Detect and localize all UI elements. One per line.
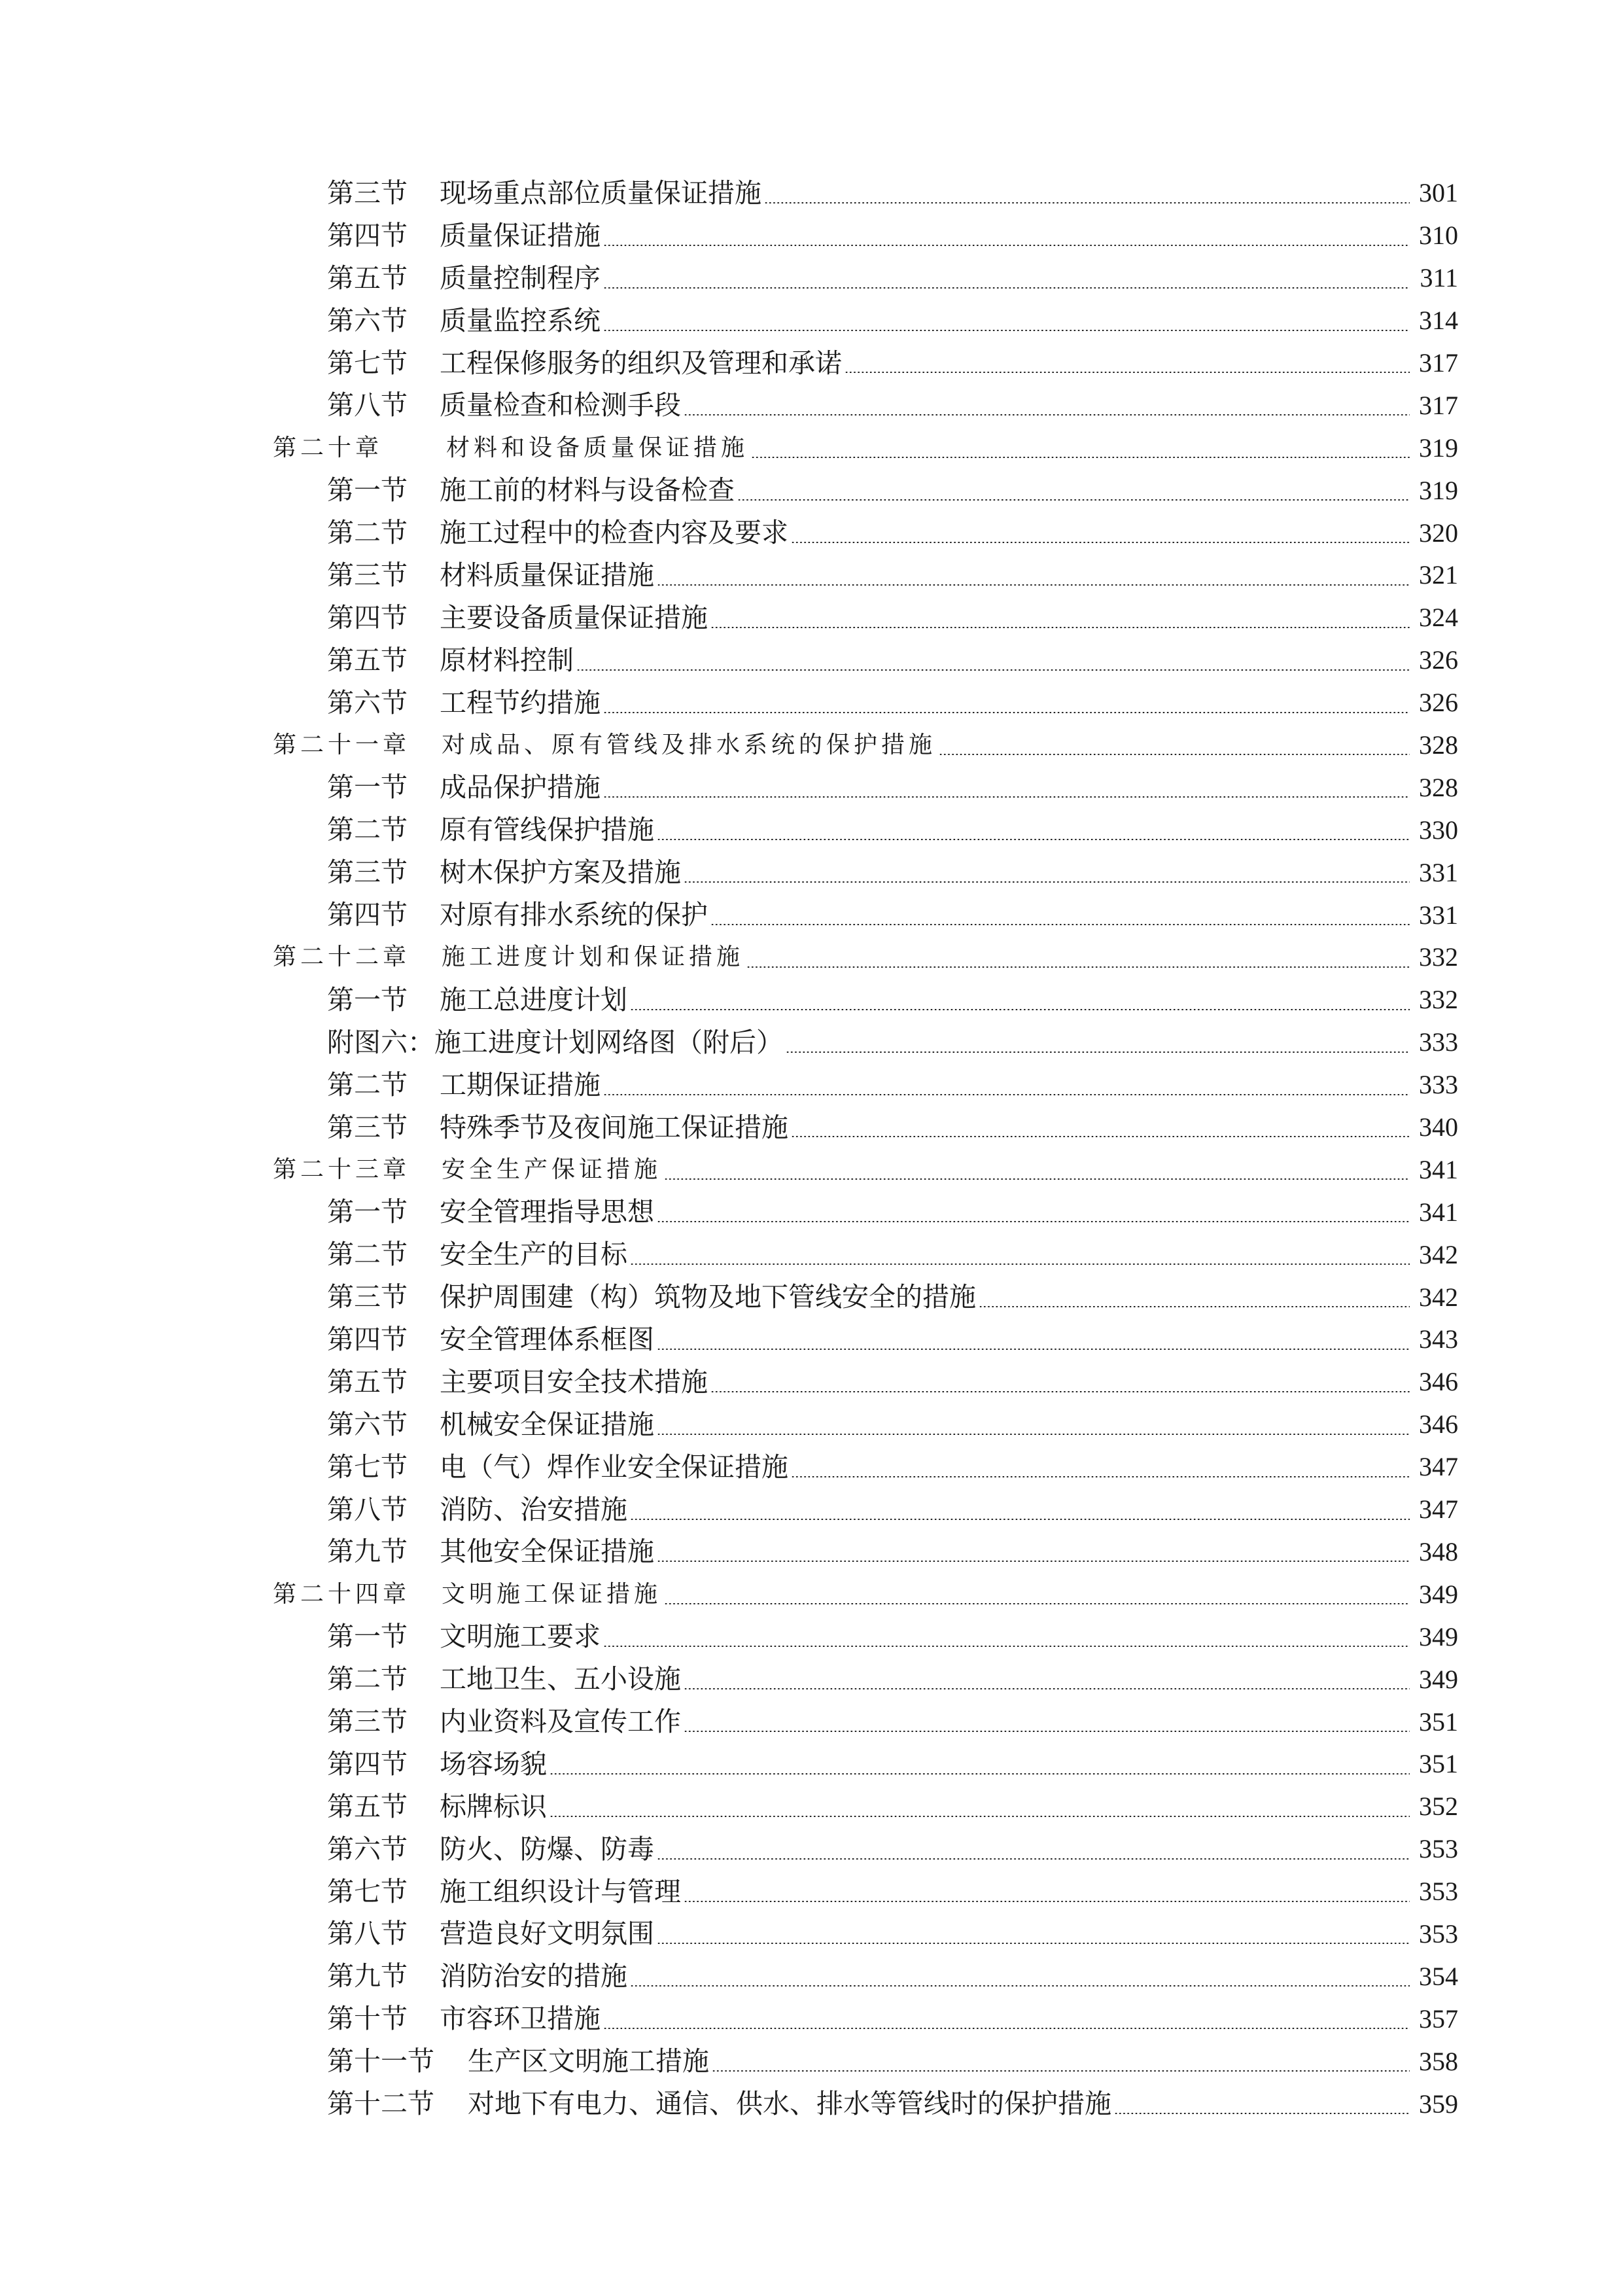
toc-entry-title: 材料和设备质量保证措施	[446, 434, 749, 461]
toc-section-entry[interactable]	[0, 639, 1623, 682]
toc-section-entry[interactable]	[0, 1828, 1623, 1871]
toc-entry-number: 第二十二章	[273, 944, 411, 971]
toc-entry-number: 第三节	[327, 857, 408, 889]
toc-section-entry[interactable]	[0, 809, 1623, 851]
dot-leader	[550, 1773, 1410, 1775]
toc-entry-number: 第二节	[327, 1663, 408, 1695]
toc-entry-number: 第一节	[327, 771, 408, 804]
dot-leader	[603, 1094, 1410, 1095]
toc-entry-title: 安全生产保证措施	[442, 1156, 662, 1183]
toc-entry-number: 第六节	[327, 686, 408, 718]
toc-section-entry[interactable]	[0, 469, 1623, 512]
toc-entry-page-number: 333	[1419, 1027, 1458, 1057]
toc-entry-page-number: 346	[1419, 1367, 1458, 1397]
dot-leader	[657, 584, 1410, 586]
dot-leader	[603, 796, 1410, 798]
toc-entry-number: 第四节	[327, 219, 408, 251]
toc-entry-number: 第九节	[327, 1960, 408, 1992]
toc-entry-number: 第十二节	[327, 2088, 434, 2120]
toc-entry-page-number: 347	[1419, 1494, 1458, 1525]
toc-entry-title: 原材料控制	[440, 644, 574, 676]
toc-entry-number: 第四节	[327, 601, 408, 633]
toc-entry-page-number: 328	[1419, 772, 1458, 802]
toc-entry-number: 第六节	[327, 1833, 408, 1865]
toc-entry-page-number: 349	[1419, 1579, 1458, 1609]
toc-entry-number: 第十一节	[327, 2045, 434, 2077]
toc-section-entry[interactable]	[0, 1191, 1623, 1233]
toc-entry-title: 施工总进度计划	[440, 983, 627, 1016]
toc-chapter-entry[interactable]	[0, 1148, 1623, 1191]
toc-entry-number: 第二十章	[273, 434, 383, 461]
toc-entry-number: 第一节	[327, 983, 408, 1016]
toc-section-entry[interactable]	[0, 1998, 1623, 2040]
toc-entry-page-number: 321	[1419, 560, 1458, 590]
dot-leader	[710, 1391, 1410, 1392]
toc-section-entry[interactable]	[0, 1064, 1623, 1106]
dot-leader	[791, 542, 1410, 543]
dot-leader	[603, 287, 1410, 289]
toc-entry-page-number: 326	[1419, 688, 1458, 718]
toc-entry-number: 第一节	[327, 1196, 408, 1228]
toc-entry-number: 第一节	[327, 474, 408, 506]
dot-leader	[664, 1603, 1410, 1604]
dot-leader	[664, 1178, 1410, 1180]
toc-entry-title: 内业资料及宣传工作	[440, 1706, 681, 1737]
toc-section-entry[interactable]	[0, 2083, 1623, 2125]
table-of-contents	[0, 172, 1623, 2125]
toc-entry-title: 施工过程中的检查内容及要求	[440, 517, 788, 549]
dot-leader	[657, 1221, 1410, 1222]
toc-entry-number: 第二十一章	[273, 732, 411, 759]
toc-entry-page-number: 311	[1420, 263, 1458, 293]
toc-entry-number: 第三节	[327, 1111, 408, 1143]
toc-section-entry[interactable]	[0, 384, 1623, 427]
toc-entry-title: 工地卫生、五小设施	[440, 1663, 681, 1695]
toc-entry-number: 第四节	[327, 1748, 408, 1780]
toc-entry-title: 树木保护方案及措施	[440, 857, 681, 889]
toc-entry-title: 市容环卫措施	[440, 2003, 601, 2035]
toc-section-entry[interactable]	[0, 2040, 1623, 2083]
toc-entry-page-number: 349	[1419, 1664, 1458, 1694]
dot-leader	[791, 1136, 1410, 1137]
toc-section-entry[interactable]	[0, 1871, 1623, 1913]
dot-leader	[939, 754, 1410, 755]
toc-entry-page-number: 314	[1419, 306, 1458, 336]
toc-chapter-entry[interactable]	[0, 427, 1623, 469]
toc-section-entry[interactable]	[0, 1489, 1623, 1531]
toc-entry-page-number: 351	[1419, 1706, 1458, 1737]
dot-leader	[603, 330, 1410, 331]
toc-section-entry[interactable]	[0, 1021, 1623, 1064]
toc-entry-title: 质量控制程序	[440, 262, 601, 294]
toc-entry-title: 消防、治安措施	[440, 1493, 627, 1525]
toc-entry-title: 质量检查和检测手段	[440, 389, 681, 421]
toc-entry-number: 第五节	[327, 644, 408, 676]
toc-entry-title: 工程保修服务的组织及管理和承诺	[440, 347, 842, 379]
toc-section-entry[interactable]	[0, 300, 1623, 342]
toc-entry-page-number: 359	[1419, 2089, 1458, 2119]
toc-entry-page-number: 341	[1419, 1197, 1458, 1227]
dot-leader	[710, 924, 1410, 925]
toc-entry-number: 第七节	[327, 1875, 408, 1907]
toc-chapter-entry[interactable]	[0, 1573, 1623, 1616]
toc-entry-number: 第一节	[327, 1621, 408, 1653]
toc-entry-number: 第二节	[327, 814, 408, 846]
toc-entry-title: 主要设备质量保证措施	[440, 601, 708, 633]
toc-section-entry[interactable]	[0, 1446, 1623, 1489]
dot-leader	[845, 372, 1410, 373]
toc-entry-page-number: 340	[1419, 1112, 1458, 1142]
toc-entry-number: 第三节	[327, 177, 408, 209]
toc-entry-title: 消防治安的措施	[440, 1960, 627, 1992]
toc-entry-page-number: 301	[1419, 178, 1458, 208]
dot-leader	[684, 1731, 1410, 1732]
toc-entry-page-number: 332	[1419, 985, 1458, 1015]
toc-entry-title: 安全管理体系框图	[440, 1323, 654, 1355]
dot-leader	[746, 966, 1410, 968]
toc-entry-number: 第五节	[327, 262, 408, 294]
toc-entry-page-number: 342	[1419, 1282, 1458, 1312]
toc-section-entry[interactable]	[0, 979, 1623, 1021]
toc-entry-page-number: 328	[1419, 730, 1458, 760]
toc-entry-title: 场容场貌	[440, 1748, 547, 1780]
dot-leader	[657, 1561, 1410, 1562]
toc-entry-page-number: 320	[1419, 518, 1458, 548]
dot-leader	[737, 499, 1410, 501]
toc-entry-page-number: 317	[1419, 390, 1458, 420]
dot-leader	[764, 202, 1410, 203]
toc-section-entry[interactable]	[0, 512, 1623, 554]
toc-entry-number: 第二节	[327, 517, 408, 549]
toc-section-entry[interactable]	[0, 172, 1623, 215]
dot-leader	[657, 1349, 1410, 1350]
toc-section-entry[interactable]	[0, 257, 1623, 300]
dot-leader	[657, 1858, 1410, 1860]
toc-entry-number: 附图六：	[327, 1026, 434, 1058]
toc-entry-number: 第五节	[327, 1790, 408, 1822]
dot-leader	[1114, 2113, 1410, 2114]
dot-leader	[630, 1985, 1410, 1987]
toc-entry-title: 对成品、原有管线及排水系统的保护措施	[442, 732, 937, 759]
toc-entry-page-number: 349	[1419, 1621, 1458, 1651]
dot-leader	[710, 627, 1410, 628]
toc-section-entry[interactable]	[0, 1233, 1623, 1276]
toc-entry-title: 现场重点部位质量保证措施	[440, 177, 761, 209]
toc-section-entry[interactable]	[0, 766, 1623, 809]
toc-entry-title: 施工前的材料与设备检查	[440, 474, 735, 506]
dot-leader	[657, 839, 1410, 840]
toc-section-entry[interactable]	[0, 597, 1623, 639]
toc-entry-page-number: 354	[1419, 1961, 1458, 1991]
toc-section-entry[interactable]	[0, 1318, 1623, 1361]
toc-entry-page-number: 310	[1419, 221, 1458, 251]
toc-entry-title: 原有管线保护措施	[440, 814, 654, 846]
toc-entry-title: 质量保证措施	[440, 219, 601, 251]
toc-section-entry[interactable]	[0, 1276, 1623, 1318]
toc-entry-number: 第二节	[327, 1239, 408, 1271]
toc-entry-title: 电（气）焊作业安全保证措施	[440, 1451, 788, 1483]
dot-leader	[576, 669, 1410, 671]
toc-entry-page-number: 331	[1419, 900, 1458, 930]
toc-chapter-entry[interactable]	[0, 936, 1623, 979]
toc-entry-title: 对原有排水系统的保护	[440, 899, 708, 931]
toc-entry-number: 第二十三章	[273, 1156, 411, 1183]
toc-entry-page-number: 341	[1419, 1154, 1458, 1184]
dot-leader	[603, 1646, 1410, 1647]
toc-entry-number: 第十节	[327, 2003, 408, 2035]
toc-entry-title: 施工组织设计与管理	[440, 1875, 681, 1907]
dot-leader	[657, 1434, 1410, 1435]
dot-leader	[979, 1306, 1410, 1307]
toc-entry-title: 标牌标识	[440, 1790, 547, 1822]
toc-entry-page-number: 319	[1419, 433, 1458, 463]
dot-leader	[630, 1263, 1410, 1265]
toc-chapter-entry[interactable]	[0, 724, 1623, 767]
toc-section-entry[interactable]	[0, 1361, 1623, 1404]
dot-leader	[712, 2070, 1410, 2072]
toc-section-entry[interactable]	[0, 554, 1623, 597]
toc-entry-title: 保护周围建（构）筑物及地下管线安全的措施	[440, 1281, 976, 1313]
dot-leader	[630, 1009, 1410, 1010]
toc-entry-title: 生产区文明施工措施	[468, 2045, 709, 2077]
toc-entry-title: 营造良好文明氛围	[440, 1918, 654, 1950]
toc-entry-number: 第三节	[327, 1281, 408, 1313]
dot-leader	[603, 712, 1410, 713]
toc-entry-page-number: 324	[1419, 603, 1458, 633]
toc-entry-title: 特殊季节及夜间施工保证措施	[440, 1111, 788, 1143]
dot-leader	[603, 2028, 1410, 2029]
toc-entry-title: 安全生产的目标	[440, 1239, 627, 1271]
toc-entry-page-number: 348	[1419, 1536, 1458, 1566]
toc-section-entry[interactable]	[0, 1658, 1623, 1701]
toc-entry-number: 第四节	[327, 899, 408, 931]
dot-leader	[751, 457, 1410, 458]
toc-entry-number: 第六节	[327, 304, 408, 336]
dot-leader	[550, 1816, 1410, 1817]
toc-entry-page-number: 352	[1419, 1792, 1458, 1822]
toc-entry-title: 其他安全保证措施	[440, 1536, 654, 1568]
toc-entry-number: 第八节	[327, 1493, 408, 1525]
toc-entry-title: 主要项目安全技术措施	[440, 1366, 708, 1398]
toc-entry-title: 成品保护措施	[440, 771, 601, 804]
toc-entry-title: 工程节约措施	[440, 686, 601, 718]
toc-entry-title: 施工进度计划和保证措施	[442, 944, 744, 971]
toc-entry-title: 防火、防爆、防毒	[440, 1833, 654, 1865]
toc-entry-page-number: 319	[1419, 475, 1458, 505]
toc-entry-number: 第五节	[327, 1366, 408, 1398]
toc-section-entry[interactable]	[0, 1743, 1623, 1786]
toc-entry-page-number: 353	[1419, 1834, 1458, 1864]
toc-entry-title: 对地下有电力、通信、供水、排水等管线时的保护措施	[468, 2088, 1111, 2120]
dot-leader	[684, 1901, 1410, 1902]
toc-section-entry[interactable]	[0, 851, 1623, 894]
dot-leader	[603, 245, 1410, 246]
toc-entry-page-number: 331	[1419, 857, 1458, 887]
toc-section-entry[interactable]	[0, 1616, 1623, 1658]
toc-entry-number: 第三节	[327, 1706, 408, 1737]
toc-entry-number: 第四节	[327, 1323, 408, 1355]
dot-leader	[630, 1519, 1410, 1520]
toc-entry-number: 第七节	[327, 347, 408, 379]
toc-entry-number: 第八节	[327, 1918, 408, 1950]
toc-section-entry[interactable]	[0, 1531, 1623, 1574]
dot-leader	[684, 881, 1410, 883]
toc-section-entry[interactable]	[0, 215, 1623, 257]
toc-section-entry[interactable]	[0, 682, 1623, 724]
toc-entry-number: 第三节	[327, 559, 408, 591]
dot-leader	[684, 414, 1410, 415]
toc-entry-title: 安全管理指导思想	[440, 1196, 654, 1228]
toc-section-entry[interactable]	[0, 1913, 1623, 1956]
toc-entry-page-number: 351	[1419, 1749, 1458, 1779]
toc-section-entry[interactable]	[0, 1786, 1623, 1828]
toc-entry-page-number: 346	[1419, 1409, 1458, 1439]
dot-leader	[791, 1476, 1410, 1477]
toc-entry-page-number: 347	[1419, 1452, 1458, 1482]
toc-section-entry[interactable]	[0, 894, 1623, 936]
toc-entry-page-number: 358	[1419, 2046, 1458, 2076]
toc-entry-title: 工期保证措施	[440, 1069, 601, 1101]
toc-entry-number: 第七节	[327, 1451, 408, 1483]
toc-entry-number: 第二节	[327, 1069, 408, 1101]
dot-leader	[684, 1688, 1410, 1689]
toc-entry-number: 第六节	[327, 1408, 408, 1440]
toc-entry-number: 第二十四章	[273, 1580, 411, 1608]
dot-leader	[786, 1051, 1410, 1053]
toc-entry-title: 材料质量保证措施	[440, 559, 654, 591]
toc-section-entry[interactable]	[0, 1955, 1623, 1998]
toc-section-entry[interactable]	[0, 1701, 1623, 1743]
toc-entry-page-number: 353	[1419, 1918, 1458, 1949]
toc-entry-page-number: 332	[1419, 942, 1458, 972]
toc-entry-page-number: 317	[1419, 348, 1458, 378]
toc-entry-number: 第九节	[327, 1536, 408, 1568]
toc-entry-number: 第八节	[327, 389, 408, 421]
toc-entry-page-number: 343	[1419, 1324, 1458, 1354]
toc-entry-page-number: 342	[1419, 1239, 1458, 1269]
toc-entry-title: 文明施工要求	[440, 1621, 601, 1653]
toc-section-entry[interactable]	[0, 1404, 1623, 1446]
toc-entry-page-number: 357	[1419, 2004, 1458, 2034]
toc-entry-page-number: 353	[1419, 1877, 1458, 1907]
toc-entry-title: 机械安全保证措施	[440, 1408, 654, 1440]
dot-leader	[657, 1943, 1410, 1944]
toc-entry-page-number: 333	[1419, 1070, 1458, 1100]
toc-section-entry[interactable]	[0, 342, 1623, 385]
toc-entry-title: 施工进度计划网络图（附后）	[434, 1026, 783, 1058]
toc-entry-title: 质量监控系统	[440, 304, 601, 336]
toc-section-entry[interactable]	[0, 1106, 1623, 1149]
toc-entry-title: 文明施工保证措施	[442, 1580, 662, 1608]
toc-entry-page-number: 326	[1419, 645, 1458, 675]
toc-entry-page-number: 330	[1419, 815, 1458, 845]
